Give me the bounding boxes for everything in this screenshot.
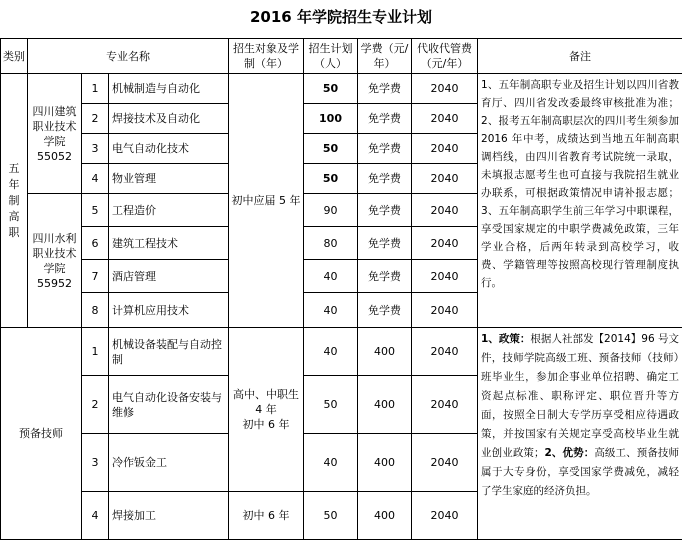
target-junior-high-welding: 初中 6 年	[229, 492, 304, 540]
tuition: 免学费	[358, 194, 412, 227]
fee: 2040	[412, 492, 478, 540]
fee: 2040	[412, 293, 478, 328]
header-tuition: 学费（元/年）	[358, 39, 412, 74]
row-number: 1	[82, 328, 109, 376]
fee: 2040	[412, 104, 478, 134]
major-name: 物业管理	[109, 164, 229, 194]
table-row	[1, 328, 682, 376]
row-number: 3	[82, 134, 109, 164]
plan-count: 50	[304, 376, 358, 434]
fee: 2040	[412, 376, 478, 434]
fee: 2040	[412, 328, 478, 376]
page-title: 2016 年学院招生专业计划	[0, 0, 682, 34]
fee: 2040	[412, 194, 478, 227]
row-number: 7	[82, 260, 109, 293]
header-fee: 代收代管费（元/年）	[412, 39, 478, 74]
fee: 2040	[412, 74, 478, 104]
fee: 2040	[412, 434, 478, 492]
major-name: 机械设备装配与自动控制	[109, 328, 229, 376]
major-name: 冷作钣金工	[109, 434, 229, 492]
remark-five-year: 1、五年制高职专业及招生计划以四川省教育厅、四川省发改委最终审核批准为准；2、报考五年制高职层次的四川考生须参加 2016 年中考，成绩达到当地五年制高职调档线，由四川省教育考试院统一录取，未填报志愿考生也可直接与我院招生就业办联系，可根据政策情况申请补报志愿；3、五年制高职学生前三年学习中职课程，享受国家规定的中职学费减免政策，三年学业合格，后两年转录到高校学习，收费、学籍管理等按照高校现行管理制度执行。	[478, 74, 682, 328]
tuition: 免学费	[358, 164, 412, 194]
major-name: 酒店管理	[109, 260, 229, 293]
table-row	[1, 74, 682, 104]
tuition: 免学费	[358, 74, 412, 104]
header-row	[1, 39, 682, 74]
plan-count: 40	[304, 293, 358, 328]
tuition: 免学费	[358, 293, 412, 328]
school-sichuan-water: 四川水利职业技术学院 55952	[28, 194, 82, 328]
fee: 2040	[412, 164, 478, 194]
plan-count: 90	[304, 194, 358, 227]
major-name: 电气自动化技术	[109, 134, 229, 164]
tuition: 400	[358, 376, 412, 434]
header-category: 类别	[1, 39, 28, 74]
category-five-year: 五 年 制 高 职	[1, 74, 28, 328]
header-plan: 招生计划（人）	[304, 39, 358, 74]
row-number: 2	[82, 376, 109, 434]
school-sichuan-construction: 四川建筑职业技术学院 55052	[28, 74, 82, 194]
header-major: 专业名称	[28, 39, 229, 74]
enrollment-table	[0, 38, 682, 540]
fee: 2040	[412, 260, 478, 293]
plan-count: 50	[304, 492, 358, 540]
target-five-year: 初中应届 5 年	[229, 74, 304, 328]
tuition: 免学费	[358, 104, 412, 134]
plan-count: 50	[304, 164, 358, 194]
row-number: 3	[82, 434, 109, 492]
plan-count: 80	[304, 227, 358, 260]
category-preparatory-technician: 预备技师	[1, 328, 82, 540]
header-target: 招生对象及学制（年）	[229, 39, 304, 74]
major-name: 工程造价	[109, 194, 229, 227]
row-number: 1	[82, 74, 109, 104]
tuition: 400	[358, 328, 412, 376]
tuition: 400	[358, 434, 412, 492]
major-name: 建筑工程技术	[109, 227, 229, 260]
tuition: 免学费	[358, 134, 412, 164]
row-number: 2	[82, 104, 109, 134]
major-name: 机械制造与自动化	[109, 74, 229, 104]
plan-count: 40	[304, 328, 358, 376]
remark-preparatory: 1、政策：根据人社部发【2014】96 号文件，技师学院高级工班、预备技师（技师）班毕业生，参加企事业单位招聘、确定工资起点标准、职称评定、职位晋升等方面，按照全日制大专学历享受相应待遇政策，并按国家有关规定享受高校毕业生就业创业政策；2、优势：高级工、预备技师属于大专身份，享受国家学费减免，减轻了学生家庭的经济负担。	[478, 328, 682, 540]
major-name: 焊接技术及自动化	[109, 104, 229, 134]
tuition: 免学费	[358, 227, 412, 260]
plan-count: 50	[304, 134, 358, 164]
plan-count: 40	[304, 434, 358, 492]
major-name: 计算机应用技术	[109, 293, 229, 328]
target-junior-high: 初中 6 年	[231, 417, 301, 432]
fee: 2040	[412, 227, 478, 260]
tuition: 400	[358, 492, 412, 540]
row-number: 6	[82, 227, 109, 260]
plan-count: 50	[304, 74, 358, 104]
fee: 2040	[412, 134, 478, 164]
row-number: 5	[82, 194, 109, 227]
major-name: 电气自动化设备安装与维修	[109, 376, 229, 434]
tuition: 免学费	[358, 260, 412, 293]
plan-count: 40	[304, 260, 358, 293]
row-number: 4	[82, 492, 109, 540]
target-preparatory	[229, 328, 304, 492]
target-high-school: 高中、中职生 4 年	[231, 387, 301, 417]
row-number: 4	[82, 164, 109, 194]
plan-count: 100	[304, 104, 358, 134]
header-remark: 备注	[478, 39, 682, 74]
row-number: 8	[82, 293, 109, 328]
major-name: 焊接加工	[109, 492, 229, 540]
